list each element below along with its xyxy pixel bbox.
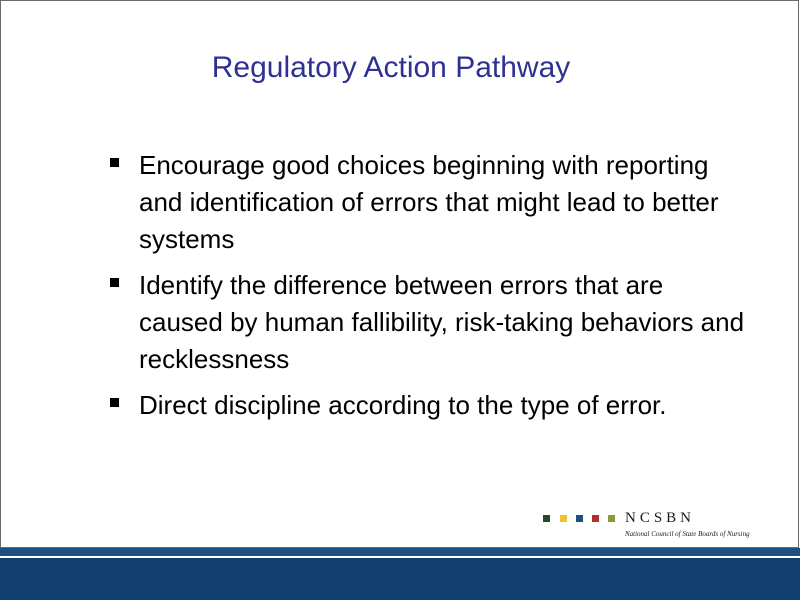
logo-name: NCSBN (625, 510, 696, 526)
bullet-text: Direct discipline according to the type of error. (139, 390, 667, 420)
logo-square-green-icon (543, 515, 550, 522)
logo-square-olive-icon (608, 515, 615, 522)
bullet-item (106, 147, 746, 258)
ncsbn-logo (541, 510, 771, 542)
square-bullet-icon (110, 398, 119, 407)
bullet-item (106, 267, 746, 378)
bullet-item (106, 387, 746, 424)
logo-square-yellow-icon (560, 515, 567, 522)
bullet-text: Encourage good choices beginning with reporting and identification of errors that might lead to better systems (139, 150, 719, 254)
logo-square-blue-icon (576, 515, 583, 522)
footer-stripe (0, 548, 800, 556)
square-bullet-icon (110, 158, 119, 167)
logo-square-red-icon (592, 515, 599, 522)
footer-band (0, 558, 800, 600)
bullet-list (106, 147, 746, 433)
square-bullet-icon (110, 278, 119, 287)
slide-title: Regulatory Action Pathway (211, 51, 571, 84)
logo-subtitle: National Council of State Boards of Nursing (625, 530, 750, 538)
bullet-text: Identify the difference between errors that are caused by human fallibility, risk-taking behaviors and recklessness (139, 270, 745, 374)
